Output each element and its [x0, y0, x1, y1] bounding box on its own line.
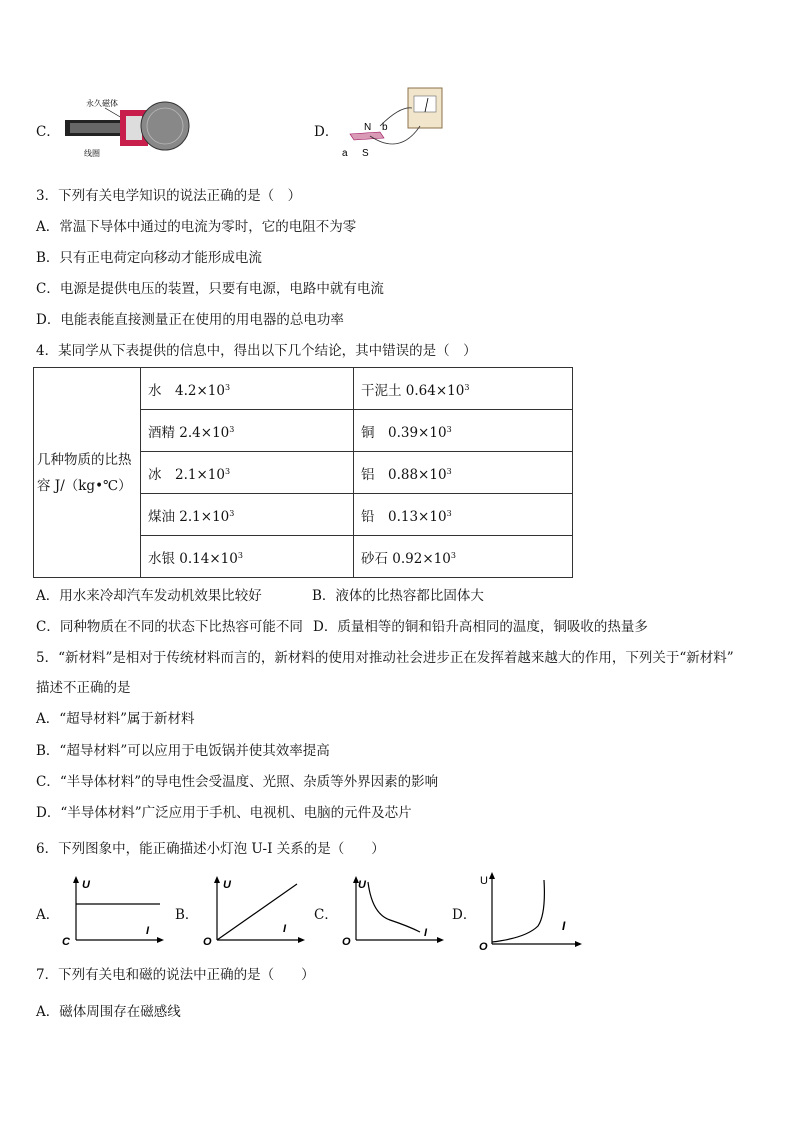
q7-option-a[interactable]: A．磁体周围存在磁感线 [36, 1004, 181, 1020]
q3-option-a[interactable]: A．常温下导体中通过的电流为零时，它的电阻不为零 [36, 219, 357, 235]
svg-text:C: C [62, 936, 70, 946]
svg-text:U: U [82, 879, 90, 891]
svg-text:b: b [382, 122, 388, 133]
q6-option-a-label[interactable]: A． [36, 907, 60, 923]
q5-option-d[interactable]: D．“半导体材料”广泛应用于手机、电视机、电脑的元件及芯片 [36, 805, 412, 821]
q2-option-d-label: D． [314, 124, 339, 140]
horseshoe-magnet-shape [350, 132, 384, 140]
svg-text:S: S [362, 148, 369, 159]
q5-stem-line-2: 描述不正确的是 [36, 680, 131, 696]
graph-d-curve [492, 880, 544, 942]
svg-text:a: a [342, 148, 348, 159]
q6-graph-d[interactable] [476, 870, 586, 950]
table-cell: 砂石 $0.92\times 10^3$ [354, 536, 573, 578]
q6-option-d-label[interactable]: D． [452, 907, 477, 923]
svg-text:O: O [479, 941, 488, 950]
svg-text:I: I [146, 925, 150, 937]
q5-option-c[interactable]: C．“半导体材料”的导电性会受温度、光照、杂质等外界因素的影响 [36, 774, 439, 790]
table-cell: 煤油 $2.1\times 10^3$ [141, 494, 354, 536]
q5-stem-line-1: 5．“新材料”是相对于传统材料而言的，新材料的使用对推动社会进步正在发挥着越来越大的作用，下列关于“新材料” [36, 650, 734, 666]
table-cell: 酒精 $2.4\times 10^3$ [141, 410, 354, 452]
table-cell: 铜 $0.39\times 10^3$ [354, 410, 573, 452]
coil-label: 线圈 [84, 149, 100, 158]
q4-option-c[interactable]: C．同种物质在不同的状态下比热容可能不同 [36, 619, 303, 635]
svg-text:I: I [424, 927, 428, 939]
svg-text:U: U [480, 875, 488, 887]
q2-option-d-figure [340, 86, 450, 160]
q2-option-c-figure [60, 96, 190, 158]
q6-stem: 6．下列图象中，能正确描述小灯泡 U-I 关系的是（ ） [36, 841, 385, 857]
specific-heat-table [33, 367, 573, 578]
q5-option-b[interactable]: B．“超导材料”可以应用于电饭锅并使其效率提高 [36, 743, 330, 759]
q7-stem: 7．下列有关电和磁的说法中正确的是（ ） [36, 967, 315, 983]
q3-stem: 3．下列有关电学知识的说法正确的是（ ） [36, 188, 302, 204]
q4-option-d[interactable]: D．质量相等的铜和铅升高相同的温度，铜吸收的热量多 [313, 619, 648, 635]
q4-option-a[interactable]: A．用水来冷却汽车发动机效果比较好 [36, 588, 262, 604]
q6-graph-a[interactable] [58, 874, 168, 946]
svg-text:U: U [358, 879, 366, 891]
table-header-cell: 几种物质的比热 容 J/（kg•℃） [34, 368, 141, 578]
svg-text:U: U [223, 879, 231, 891]
q6-graph-c[interactable] [338, 874, 448, 946]
table-cell: 水银 $0.14\times 10^3$ [141, 536, 354, 578]
table-cell: 铅 $0.13\times 10^3$ [354, 494, 573, 536]
table-cell: 冰 $2.1\times 10^3$ [141, 452, 354, 494]
q3-option-c[interactable]: C．电源是提供电压的装置，只要有电源，电路中就有电流 [36, 281, 384, 297]
permanent-magnet-label: 永久磁体 [86, 99, 118, 108]
table-cell: 水 $4.2\times 10^3$ [141, 368, 354, 410]
q3-option-b[interactable]: B．只有正电荷定向移动才能形成电流 [36, 250, 262, 266]
svg-text:O: O [203, 936, 212, 946]
svg-text:O: O [342, 936, 351, 946]
q6-option-b-label[interactable]: B． [175, 907, 199, 923]
graph-c-curve [368, 882, 420, 932]
q4-option-b[interactable]: B．液体的比热容都比固体大 [312, 588, 484, 604]
svg-text:I: I [562, 919, 566, 933]
q6-graph-b[interactable] [199, 874, 309, 946]
q3-option-d[interactable]: D．电能表能直接测量正在使用的用电器的总电功率 [36, 312, 344, 328]
table-cell: 铝 $0.88\times 10^3$ [354, 452, 573, 494]
q4-stem: 4．某同学从下表提供的信息中，得出以下几个结论，其中错误的是（ ） [36, 343, 477, 359]
table-cell: 干泥土 $0.64\times 10^3$ [354, 368, 573, 410]
q5-option-a[interactable]: A．“超导材料”属于新材料 [36, 711, 195, 727]
svg-text:I: I [283, 923, 287, 935]
q6-option-c-label[interactable]: C． [314, 907, 338, 923]
q2-option-c-label: C． [36, 124, 60, 140]
speaker-cone-shape [141, 102, 189, 150]
svg-text:N: N [364, 122, 372, 133]
